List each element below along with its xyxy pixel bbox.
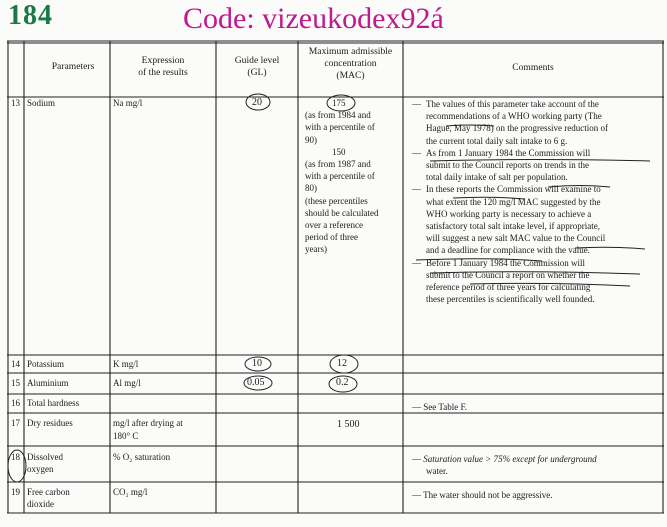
comment-line: reference period of three years for calculating [426,282,591,293]
mac-line: (these percentiles [305,195,368,206]
expression: K mg/l [113,359,139,369]
mac-value: 1 500 [337,419,360,430]
header-mac-1: Maximum admissible [308,46,393,57]
expression: % O₂ saturation [113,452,171,462]
mac-line: (as from 1987 and [305,159,371,170]
comment-line: submit to the Council reports on trends in the [426,160,589,171]
comment-text: The water should not be aggressive. [423,490,553,500]
expression: Na mg/l [113,98,143,108]
mac-line: 175 [332,98,346,108]
dash-glyph: — [412,184,421,195]
comment-text: Before 1 January 1984 the Commission will [426,257,585,268]
row-number: 15 [11,378,20,388]
comment-line: what extent the 120 mg/l MAC suggested by the [426,196,601,207]
mac-line: 90) [305,134,317,145]
comment-line: satisfactory total salt intake level, if appropriate, [426,221,600,232]
row-number: 16 [11,398,20,408]
comment-line: water. [426,466,448,477]
param-name: Total hardness [27,398,80,408]
mac-line: with a percentile of [305,122,375,133]
header-guide-1: Guide level [234,55,280,66]
expression: 180° C [113,431,139,441]
param-name: Aluminium [27,378,69,388]
mac-value: 0.2 [336,377,349,388]
comment-line [412,147,608,159]
row-number: 13 [11,98,20,108]
comment-line: Hague, May 1978) on the progressive reduction of [426,123,608,134]
header-expression-2: of the results [138,67,188,78]
mac-line: period of three [305,232,358,243]
header-parameters: Parameters [51,61,95,72]
page-number: 184 [8,0,53,31]
comment-line [412,183,608,195]
comment-line: will suggest a new salt MAC value to the Council [426,233,606,244]
expression: CO₂ mg/l [113,487,148,497]
mac-value: 12 [337,358,347,369]
row-number: 17 [11,418,20,428]
row-number: 19 [11,487,20,497]
comment-line [412,257,608,269]
document-code: Code: vizeukodex92á [183,2,444,35]
header-guide-2: (GL) [247,67,267,78]
param-name: Sodium [27,98,56,108]
mac-line: should be calculated [305,207,379,218]
header-mac-2: concentration [324,58,377,69]
comment-text: The values of this parameter take account of the [426,99,599,109]
comment-line: WHO working party is necessary to achieve a [426,208,592,219]
dash-glyph: — [412,454,424,464]
param-name: Free carbon [27,487,70,497]
mac-line: over a reference [305,220,363,231]
comment-line: submit to the Council a report on whether the [426,269,590,280]
comment-text: As from 1 January 1984 the Commission will [426,147,591,158]
comment-text: Saturation value > 75% except for underground [423,454,597,464]
param-name: Dissolved [27,452,63,462]
param-name: Potassium [27,359,65,369]
header-expression-1: Expression [141,55,185,66]
comment-line [412,401,467,413]
dash-glyph: — [412,147,421,158]
comment-line: total daily intake of salt per population. [426,172,568,183]
row-number: 14 [11,359,20,369]
mac-line: 150 [332,146,346,157]
guide-level: 10 [252,358,262,369]
comment-line [412,489,553,501]
comments-block [412,98,608,305]
expression: mg/l after drying at [113,418,183,428]
comment-text: In these reports the Commission will examine to [426,184,601,195]
comment-line: and a deadline for compliance with the value. [426,245,590,256]
mac-line: with a percentile of [305,171,375,182]
header-comments: Comments [512,62,554,73]
expression: Al mg/l [113,378,141,388]
param-name: oxygen [27,464,54,474]
comment-line: the current total daily salt intake to 6 g. [426,135,568,146]
param-name: dioxide [27,499,54,509]
mac-line: years) [305,244,327,255]
mac-line: 80) [305,183,317,194]
comment-line: these percentiles is scientifically well founded. [426,294,595,305]
dash-glyph: — [412,490,424,500]
comment-line [412,453,597,465]
guide-level: 0.05 [247,377,265,388]
dash-glyph: — [412,257,421,268]
mac-block [305,97,378,256]
param-name: Dry residues [27,418,73,428]
comment-text: See Table F. [423,402,467,412]
guide-level: 20 [252,97,262,108]
comment-line [412,98,608,110]
mac-line: (as from 1984 and [305,110,371,121]
row-number: 18 [11,452,20,462]
comment-line: recommendations of a WHO working party (The [426,111,602,122]
dash-glyph: — [412,99,421,109]
header-mac-3: (MAC) [336,70,365,81]
dash-glyph: — [412,402,424,412]
comments-block [412,453,597,477]
